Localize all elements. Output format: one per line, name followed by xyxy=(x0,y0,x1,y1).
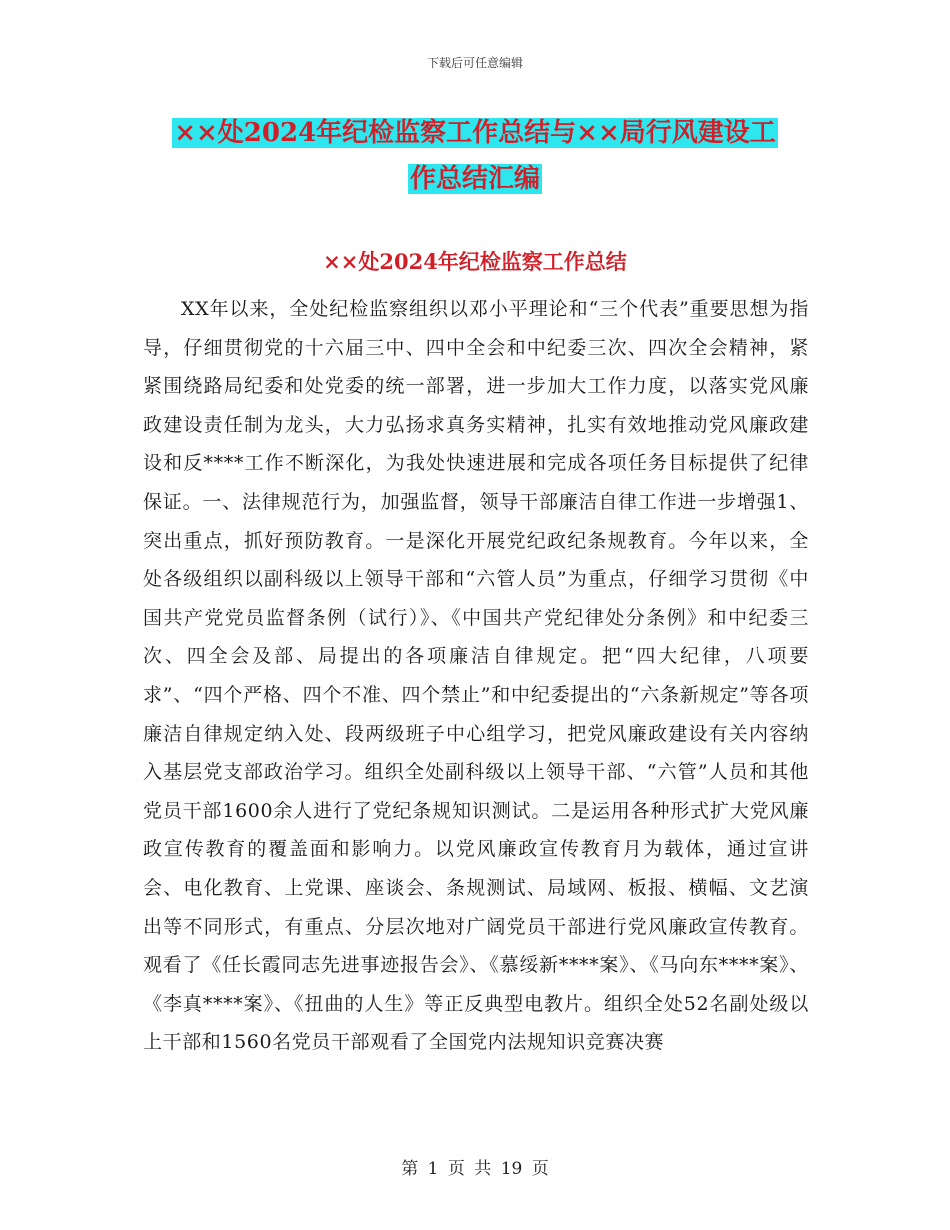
section-title: ××处2024年纪检监察工作总结 xyxy=(323,249,627,274)
header-note: 下载后可任意编辑 xyxy=(426,56,523,70)
page-footer: 第 1 页 共 19 页 xyxy=(401,1159,549,1179)
document-title xyxy=(140,110,810,202)
title-line-2: 作总结汇编 xyxy=(409,164,540,194)
body-paragraph: XX年以来，全处纪检监察组织以邓小平理论和“三个代表”重要思想为指导，仔细贯彻党的十六届三中、四中全会和中纪委三次、四次全会精神，紧紧围绕路局纪委和处党委的统一部署，进一步加大工作力度，以落实党风廉政建设责任制为龙头，大力弘扬求真务实精神，扎实有效地推动党风廉政建设和反****工作不断深化，为我处快速进展和完成各项任务目标提供了纪律保证。一、法律规范行为，加强监督，领导干部廉洁自律工作进一步增强1、突出重点，抓好预防教育。一是深化开展党纪政纪条规教育。今年以来，全处各级组织以副科级以上领导干部和“六管人员”为重点，仔细学习贯彻《中国共产党党员监督条例（试行）》、《中国共产党纪律处分条例》和中纪委三次、四全会及部、局提出的各项廉洁自律规定。把“四大纪律，八项要求”、“四个严格、四个不准、四个禁止”和中纪委提出的“六条新规定”等各项廉洁自律规定纳入处、段两级班子中心组学习，把党风廉政建设有关内容纳入基层党支部政治学习。组织全处副科级以上领导干部、“六管”人员和其他党员干部1600余人进行了党纪条规知识测试。二是运用各种形式扩大党风廉政宣传教育的覆盖面和影响力。以党风廉政宣传教育月为载体，通过宣讲会、电化教育、上党课、座谈会、条规测试、局域网、板报、横幅、文艺演出等不同形式，有重点、分层次地对广阔党员干部进行党风廉政宣传教育。观看了《任长霞同志先进事迹报告会》、《慕绥新****案》、《马向东****案》、《李真****案》、《扭曲的人生》等正反典型电教片。组织全处52名副处级以上干部和1560名党员干部观看了全国党内法规知识竞赛决赛 xyxy=(143,298,809,1054)
title-line-1: ××处2024年纪检监察工作总结与××局行风建设工 xyxy=(174,118,776,148)
